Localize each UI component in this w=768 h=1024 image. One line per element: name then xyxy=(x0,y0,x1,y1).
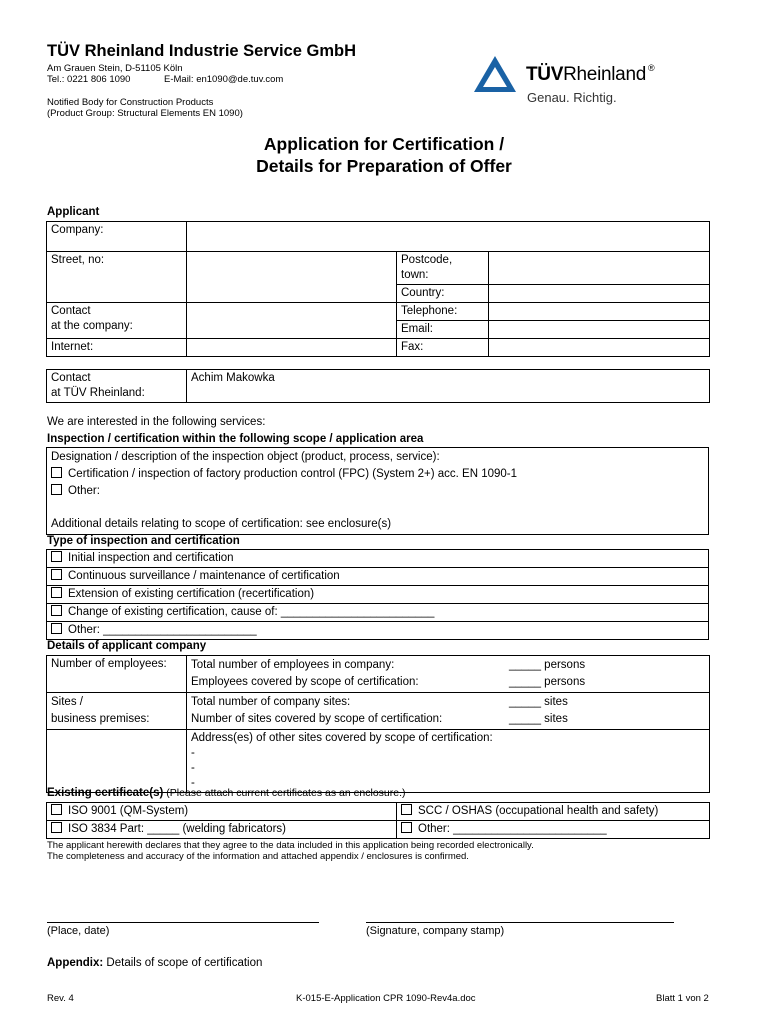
tuv-contact-label xyxy=(47,370,187,403)
details-heading: Details of applicant company xyxy=(47,640,207,652)
additional-details: Additional details relating to scope of certification: see enclosure(s) xyxy=(51,518,392,530)
page-title-line1: Application for Certification / xyxy=(263,134,505,154)
email-field[interactable] xyxy=(489,321,710,339)
sites-covered-row xyxy=(191,711,705,728)
logo-brand-bold: TÜV xyxy=(526,64,564,85)
notified-body: Notified Body for Construction Products xyxy=(47,97,214,108)
tuv-contact-label-2: at TÜV Rheinland: xyxy=(51,387,145,399)
type-option-change[interactable] xyxy=(47,604,709,622)
sites-total-row xyxy=(191,694,705,711)
emp-covered-label: Employees covered by scope of certification: xyxy=(191,676,419,688)
tuv-contact-value: Achim Makowka xyxy=(187,370,710,403)
tuv-logo xyxy=(470,52,710,110)
postcode-field[interactable] xyxy=(489,252,710,285)
emp-total-field[interactable]: _____ persons xyxy=(509,659,586,671)
appendix-label: Appendix: xyxy=(47,957,104,969)
type-option-initial[interactable] xyxy=(47,550,709,568)
emp-covered-row xyxy=(191,674,705,691)
applicant-heading: Applicant xyxy=(47,206,100,218)
sites-covered-field[interactable]: _____ sites xyxy=(509,713,568,725)
postcode-label xyxy=(397,252,489,285)
scc-label: SCC / OSHAS (occupational health and safety) xyxy=(418,805,659,817)
services-intro: We are interested in the following services: xyxy=(47,416,266,428)
email-label: Email: xyxy=(397,321,489,339)
fax-field[interactable] xyxy=(489,339,710,357)
iso3834-checkbox[interactable] xyxy=(51,822,62,833)
type-checkbox[interactable] xyxy=(51,605,62,616)
place-date-line[interactable] xyxy=(47,922,319,923)
cert-other-option[interactable] xyxy=(397,821,710,839)
fpc-label: Certification / inspection of factory production control (FPC) (System 2+) acc. EN 1090-1 xyxy=(68,468,518,480)
telephone-field[interactable] xyxy=(489,303,710,321)
contact-label-1: Contact xyxy=(51,305,91,317)
cert-other-label: Other: ________________________ xyxy=(418,823,607,835)
street-field[interactable] xyxy=(187,252,397,303)
type-option-extension[interactable] xyxy=(47,586,709,604)
certificates-heading-row xyxy=(47,787,406,799)
contact-field[interactable] xyxy=(187,303,397,339)
scope-cell xyxy=(47,448,709,535)
place-date-label: (Place, date) xyxy=(47,925,110,937)
type-checkbox[interactable] xyxy=(51,569,62,580)
address-line[interactable]: - xyxy=(191,762,195,774)
declaration-line2: The completeness and accuracy of the information and attached appendix / enclosures is confirmed. xyxy=(47,851,469,862)
country-field[interactable] xyxy=(489,285,710,303)
company-label: Company: xyxy=(47,222,187,252)
fax-label: Fax: xyxy=(397,339,489,357)
scope-heading: Inspection / certification within the following scope / application area xyxy=(47,433,424,445)
footer-doc: K-015-E-Application CPR 1090-Rev4a.doc xyxy=(296,993,476,1004)
type-checkbox[interactable] xyxy=(51,551,62,562)
certificates-note: (Please attach current certificates as an enclosure.) xyxy=(163,787,406,799)
addresses-label-empty xyxy=(47,730,187,793)
address-line[interactable]: - xyxy=(191,747,195,759)
iso3834-option[interactable] xyxy=(47,821,397,839)
employees-cell xyxy=(187,656,710,693)
sites-label-1: Sites / xyxy=(51,696,83,708)
details-table xyxy=(46,655,710,793)
country-label: Country: xyxy=(397,285,489,303)
contact-label xyxy=(47,303,187,339)
sites-covered-label: Number of sites covered by scope of certification: xyxy=(191,713,443,725)
company-field[interactable] xyxy=(187,222,710,252)
logo-wordmark xyxy=(526,63,654,86)
type-label: Continuous surveillance / maintenance of certification xyxy=(68,570,340,582)
type-heading: Type of inspection and certification xyxy=(47,535,240,547)
scc-checkbox[interactable] xyxy=(401,804,412,815)
scope-other-label: Other: xyxy=(68,485,100,497)
certificates-table xyxy=(46,802,710,839)
scc-option[interactable] xyxy=(397,803,710,821)
company-name: TÜV Rheinland Industrie Service GmbH xyxy=(47,42,356,60)
iso3834-label: ISO 3834 Part: _____ (welding fabricators) xyxy=(68,823,286,835)
product-group: (Product Group: Structural Elements EN 1090) xyxy=(47,108,243,119)
company-tel: Tel.: 0221 806 1090 xyxy=(47,74,131,85)
signature-line[interactable] xyxy=(366,922,674,923)
type-table xyxy=(46,549,709,640)
emp-total-row xyxy=(191,657,705,674)
telephone-label: Telephone: xyxy=(397,303,489,321)
tuv-contact-label-1: Contact xyxy=(51,372,91,384)
appendix-text: Details of scope of certification xyxy=(103,957,263,969)
postcode-label-1: Postcode, xyxy=(401,254,453,266)
sites-label-2: business premises: xyxy=(51,713,150,725)
footer-rev: Rev. 4 xyxy=(47,993,74,1004)
iso9001-label: ISO 9001 (QM-System) xyxy=(68,805,189,817)
contact-label-2: at the company: xyxy=(51,320,133,332)
emp-total-label: Total number of employees in company: xyxy=(191,659,395,671)
logo-tagline: Genau. Richtig. xyxy=(527,90,617,105)
internet-field[interactable] xyxy=(187,339,397,357)
page-title-line2: Details for Preparation of Offer xyxy=(256,156,512,176)
fpc-option[interactable] xyxy=(51,466,704,483)
company-address: Am Grauen Stein, D-51105 Köln xyxy=(47,63,183,74)
sites-total-label: Total number of company sites: xyxy=(191,696,351,708)
company-email: E-Mail: en1090@de.tuv.com xyxy=(164,74,284,85)
addresses-label: Address(es) of other sites covered by scope of certification: xyxy=(191,732,493,744)
employees-label: Number of employees: xyxy=(47,656,187,693)
footer-page: Blatt 1 von 2 xyxy=(656,993,709,1004)
address-line[interactable]: - xyxy=(191,777,195,789)
type-label: Extension of existing certification (recertification) xyxy=(68,588,315,600)
sites-total-field[interactable]: _____ sites xyxy=(509,696,568,708)
type-option-surveillance[interactable] xyxy=(47,568,709,586)
internet-label: Internet: xyxy=(47,339,187,357)
emp-covered-field[interactable]: _____ persons xyxy=(509,676,586,688)
sites-cell xyxy=(187,693,710,730)
street-label: Street, no: xyxy=(47,252,187,303)
cert-other-checkbox[interactable] xyxy=(401,822,412,833)
applicant-table xyxy=(46,221,710,357)
iso9001-checkbox[interactable] xyxy=(51,804,62,815)
postcode-label-2: town: xyxy=(401,269,429,281)
logo-brand-light: Rheinland xyxy=(563,64,646,85)
sites-label xyxy=(47,693,187,730)
iso9001-option[interactable] xyxy=(47,803,397,821)
scope-table xyxy=(46,447,709,535)
addresses-cell[interactable] xyxy=(187,730,710,793)
logo-registered: ® xyxy=(647,63,655,73)
type-label: Initial inspection and certification xyxy=(68,552,234,564)
fpc-checkbox[interactable] xyxy=(51,467,62,478)
declaration-line1: The applicant herewith declares that they agree to the data included in this application being recorded electronically. xyxy=(47,840,534,851)
type-label: Other: ________________________ xyxy=(68,624,257,636)
type-checkbox[interactable] xyxy=(51,587,62,598)
type-label: Change of existing certification, cause of: ________________________ xyxy=(68,606,435,618)
appendix-row xyxy=(47,957,262,969)
type-checkbox[interactable] xyxy=(51,623,62,634)
tuv-contact-table xyxy=(46,369,710,403)
signature-label: (Signature, company stamp) xyxy=(366,925,505,937)
type-option-other[interactable] xyxy=(47,622,709,640)
scope-other-option[interactable] xyxy=(51,483,704,500)
tuv-triangle-icon xyxy=(472,54,518,94)
certificates-heading: Existing certificate(s) xyxy=(47,787,164,799)
designation-text: Designation / description of the inspection object (product, process, service): xyxy=(51,451,440,463)
scope-other-checkbox[interactable] xyxy=(51,484,62,495)
